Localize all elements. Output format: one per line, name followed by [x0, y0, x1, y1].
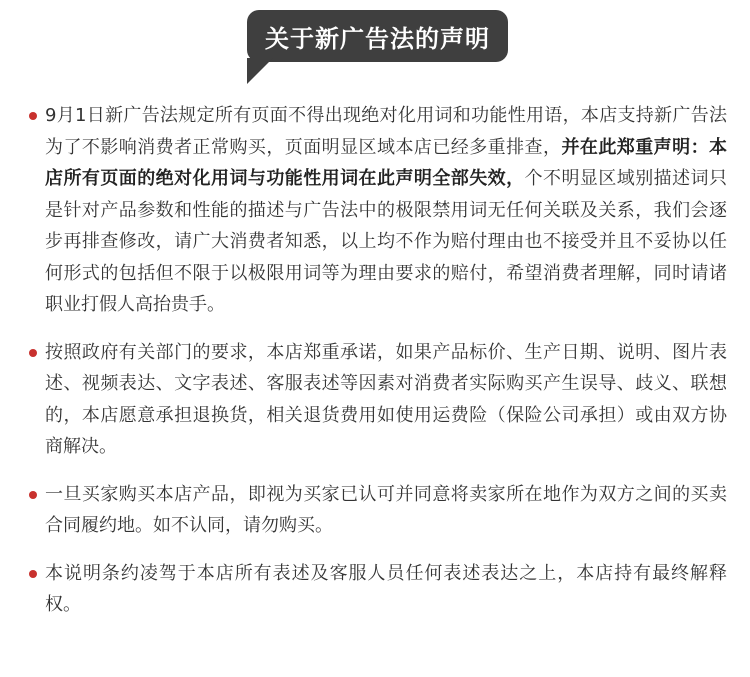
bullet-dot-icon [29, 570, 37, 578]
bullet-dot-icon [29, 112, 37, 120]
clause-2 [27, 337, 727, 463]
title-banner [247, 10, 508, 62]
bullet-dot-icon [29, 491, 37, 499]
clause-1 [27, 100, 727, 321]
page-title: 关于新广告法的声明 [265, 24, 490, 53]
clause-2-text: 按照政府有关部门的要求，本店郑重承诺，如果产品标价、生产日期、说明、图片表述、视频表达、文字表述、客服表述等因素对消费者实际购买产生误导、歧义、联想的，本店愿意承担退换货，相关退货费用如使用运费险（保险公司承担）或由双方协商解决。 [45, 341, 727, 457]
clause-1-bold-declaration: 并在此郑重声明：本店所有页面的绝对化用词与功能性用词在此声明全部失效， [45, 136, 728, 189]
bullet-dot-icon [29, 349, 37, 357]
clause-3-text: 一旦买家购买本店产品，即视为买家已认可并同意将卖家所在地作为双方之间的买卖合同履约地。如不认同，请勿购买。 [45, 483, 727, 536]
clause-4 [27, 558, 727, 621]
speech-bubble-tail [247, 58, 273, 84]
statement-body [27, 100, 727, 637]
clause-1-text-a: 9月1日新广告法规定所有页面不得出现绝对化用词和功能性用语，本店支持新广告法为了不影响消费者正常购买，页面明显区域本店已经多重排查， [45, 105, 727, 158]
clause-3 [27, 479, 727, 542]
clause-1-text-b: 个不明显区域别描述词只是针对产品参数和性能的描述与广告法中的极限禁用词无任何关联及关系，我们会逐步再排查修改，请广大消费者知悉，以上均不作为赔付理由也不接受并且不妥协以任何形式的包括但不限于以极限用词等为理由要求的赔付，希望消费者理解，同时请诸职业打假人高抬贵手。 [45, 168, 728, 315]
clause-4-text: 本说明条约凌驾于本店所有表述及客服人员任何表述表达之上，本店持有最终解释权。 [45, 562, 727, 615]
